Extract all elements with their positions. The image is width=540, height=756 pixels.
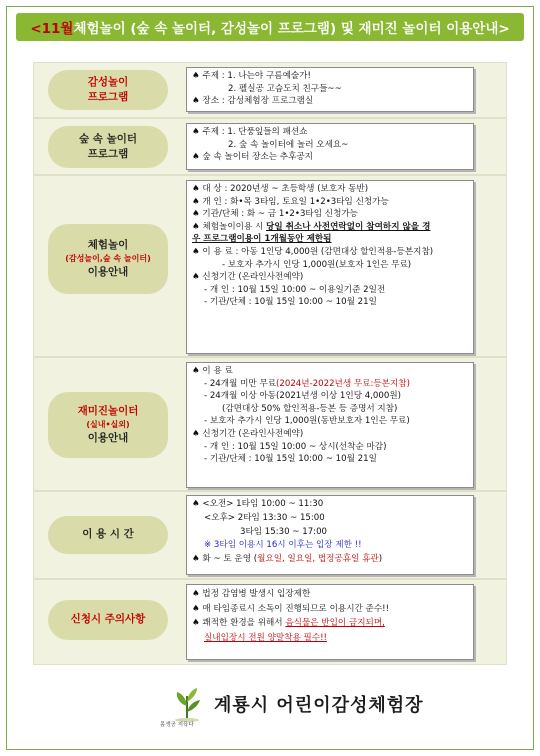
experience-fee: ♠ 이 용 료 : 아동 1인당 4,000원 (감면대상 할인적용-등본지참) xyxy=(192,246,434,257)
experience-group: ♠ 기관/단체 : 화 ~ 금 1•2•3타임 신청가능 xyxy=(192,209,358,220)
section-hours-panel xyxy=(33,491,507,579)
section-experience-panel xyxy=(33,175,507,357)
experience-target: ♠ 대 상 : 2020년생 ~ 초등학생 (보호자 동반) xyxy=(192,184,369,194)
fun-apply-individual: - 개 인 : 10월 15일 10:00 ~ 상시(선착순 마감) xyxy=(204,441,387,452)
section-emotional-box xyxy=(186,67,474,112)
section-fun-label-line3: 이용안내 xyxy=(87,431,129,444)
experience-warning: ♠ 체험놀이이용 시 당일 취소나 사전연락없이 참여하지 않을 경 xyxy=(192,221,431,232)
section-notice-label-text: 신청시 주의사항 xyxy=(70,613,146,626)
section-experience-label-line1: 체험놀이 xyxy=(87,238,129,251)
hours-afternoon-3: 3타임 15:30 ~ 17:00 xyxy=(240,526,327,537)
title-month: <11월 xyxy=(30,21,74,37)
fun-fee-over24: - 24개월 이상 아동(2021년생 이상 1인당 4,000원) xyxy=(204,391,401,402)
emotional-topic: ♠ 주제 : 1. 나는야 구름예술가! xyxy=(192,71,311,81)
section-fun-box xyxy=(186,362,474,488)
section-fun-label-line2: (실내•실외) xyxy=(86,420,130,430)
section-experience-label-line2: (감성놀이,숲 속 놀이터) xyxy=(65,254,151,264)
experience-guardian-fee: - 보호자 추가시 인당 1,000원(보호자 1인은 무료) xyxy=(222,259,412,270)
forest-topic: ♠ 주제 : 1. 단풍잎들의 패션쇼 xyxy=(192,127,308,137)
fun-fee-under24: - 24개월 미만 무료(2024년-2022년생 무료:등본지참) xyxy=(204,378,410,389)
emotional-topic-2: 2. 펠실공 고슴도치 친구들~~ xyxy=(228,83,342,94)
experience-apply-period: ♠ 신청기간 (온라인사전예약) xyxy=(192,272,304,283)
plant-logo-icon xyxy=(170,686,204,722)
section-notice-label xyxy=(48,600,168,640)
section-fun-label xyxy=(48,392,168,458)
section-forest-label xyxy=(48,126,168,168)
section-forest-panel xyxy=(33,118,507,175)
notice-disinfection: ♠ 매 타임종료시 소독이 진행되므로 이용시간 준수!! xyxy=(192,603,390,614)
section-notice-panel xyxy=(33,579,507,665)
section-experience-box xyxy=(186,180,474,354)
fun-fee-title: ♠ 이 용 료 xyxy=(192,366,233,376)
emotional-place: ♠ 장소 : 감성체험장 프로그램실 xyxy=(192,96,314,107)
section-notice-box xyxy=(186,584,474,660)
experience-apply-group: - 기관/단체 : 10월 15일 10:00 ~ 10월 21일 xyxy=(204,297,377,308)
experience-individual: ♠ 개 인 : 화•목 3타임, 토요일 1•2•3타임 신청가능 xyxy=(192,196,389,207)
hours-operating-days: ♠ 화 ~ 토 운영 (월요일, 일요일, 법정공휴일 휴관) xyxy=(192,554,383,565)
section-emotional-panel xyxy=(33,62,507,118)
hours-morning: ♠ <오전> 1타임 10:00 ~ 11:30 xyxy=(192,499,324,509)
experience-apply-individual: - 개 인 : 10월 15일 10:00 ~ 이용일기준 2일전 xyxy=(204,284,386,295)
fun-apply-group: - 기관/단체 : 10월 15일 10:00 ~ 10월 21일 xyxy=(204,454,377,465)
section-hours-label-text: 이 용 시 간 xyxy=(82,528,134,541)
section-emotional-label-line2: 프로그램 xyxy=(87,91,129,103)
notice-infection: ♠ 법정 감염병 발생시 입장제한 xyxy=(192,589,311,599)
section-emotional-label-line1: 감성놀이 xyxy=(87,75,129,88)
section-emotional-label xyxy=(48,70,168,110)
experience-warning-2: 우 프로그램이용이 1개월동안 제한됨 xyxy=(192,234,332,245)
fun-apply-period: ♠ 신청기간 (온라인사전예약) xyxy=(192,428,304,439)
title-text: 체험놀이 (숲 속 놀이터, 감성놀이 프로그램) 및 재미진 놀이터 이용안내> xyxy=(73,21,510,37)
section-experience-label-line3: 이용안내 xyxy=(87,265,129,278)
notice-food: ♠ 쾌적한 환경을 위해서 음식물은 반입이 금지되며, xyxy=(192,618,385,628)
section-experience-label xyxy=(48,224,168,294)
section-forest-box xyxy=(186,123,474,170)
section-forest-label-line2: 프로그램 xyxy=(87,148,129,160)
notice-socks: 실내입장시 전원 양말착용 필수!! xyxy=(204,632,328,643)
forest-place: ♠ 숲 속 놀이터 장소는 추후공지 xyxy=(192,152,313,163)
hours-entry-limit: ※ 3타임 이용시 16시 이후는 입장 제한 !! xyxy=(204,540,362,551)
section-hours-label xyxy=(48,516,168,554)
fun-fee-discount: (감면대상 50% 할인적용-등본 등 증명서 지참) xyxy=(222,403,398,414)
fun-fee-guardian: - 보호자 추가시 인당 1,000원(동반보호자 1인은 무료) xyxy=(204,416,410,427)
page-title xyxy=(16,13,524,41)
section-fun-panel xyxy=(33,357,507,491)
brand-name: 계룡시 어린이감성체험장 xyxy=(214,695,424,716)
forest-topic-2: 2. 숲 속 놀이터에 놀러 오세요~ xyxy=(228,139,349,150)
section-forest-label-line1: 숲 속 놀이터 xyxy=(78,132,138,145)
hours-afternoon-2: <오후> 2타임 13:30 ~ 15:00 xyxy=(204,512,325,523)
logo-caption: 몸생공 지육다 xyxy=(160,722,194,728)
section-fun-label-line1: 재미진놀이터 xyxy=(77,404,139,417)
section-hours-box xyxy=(186,495,474,575)
